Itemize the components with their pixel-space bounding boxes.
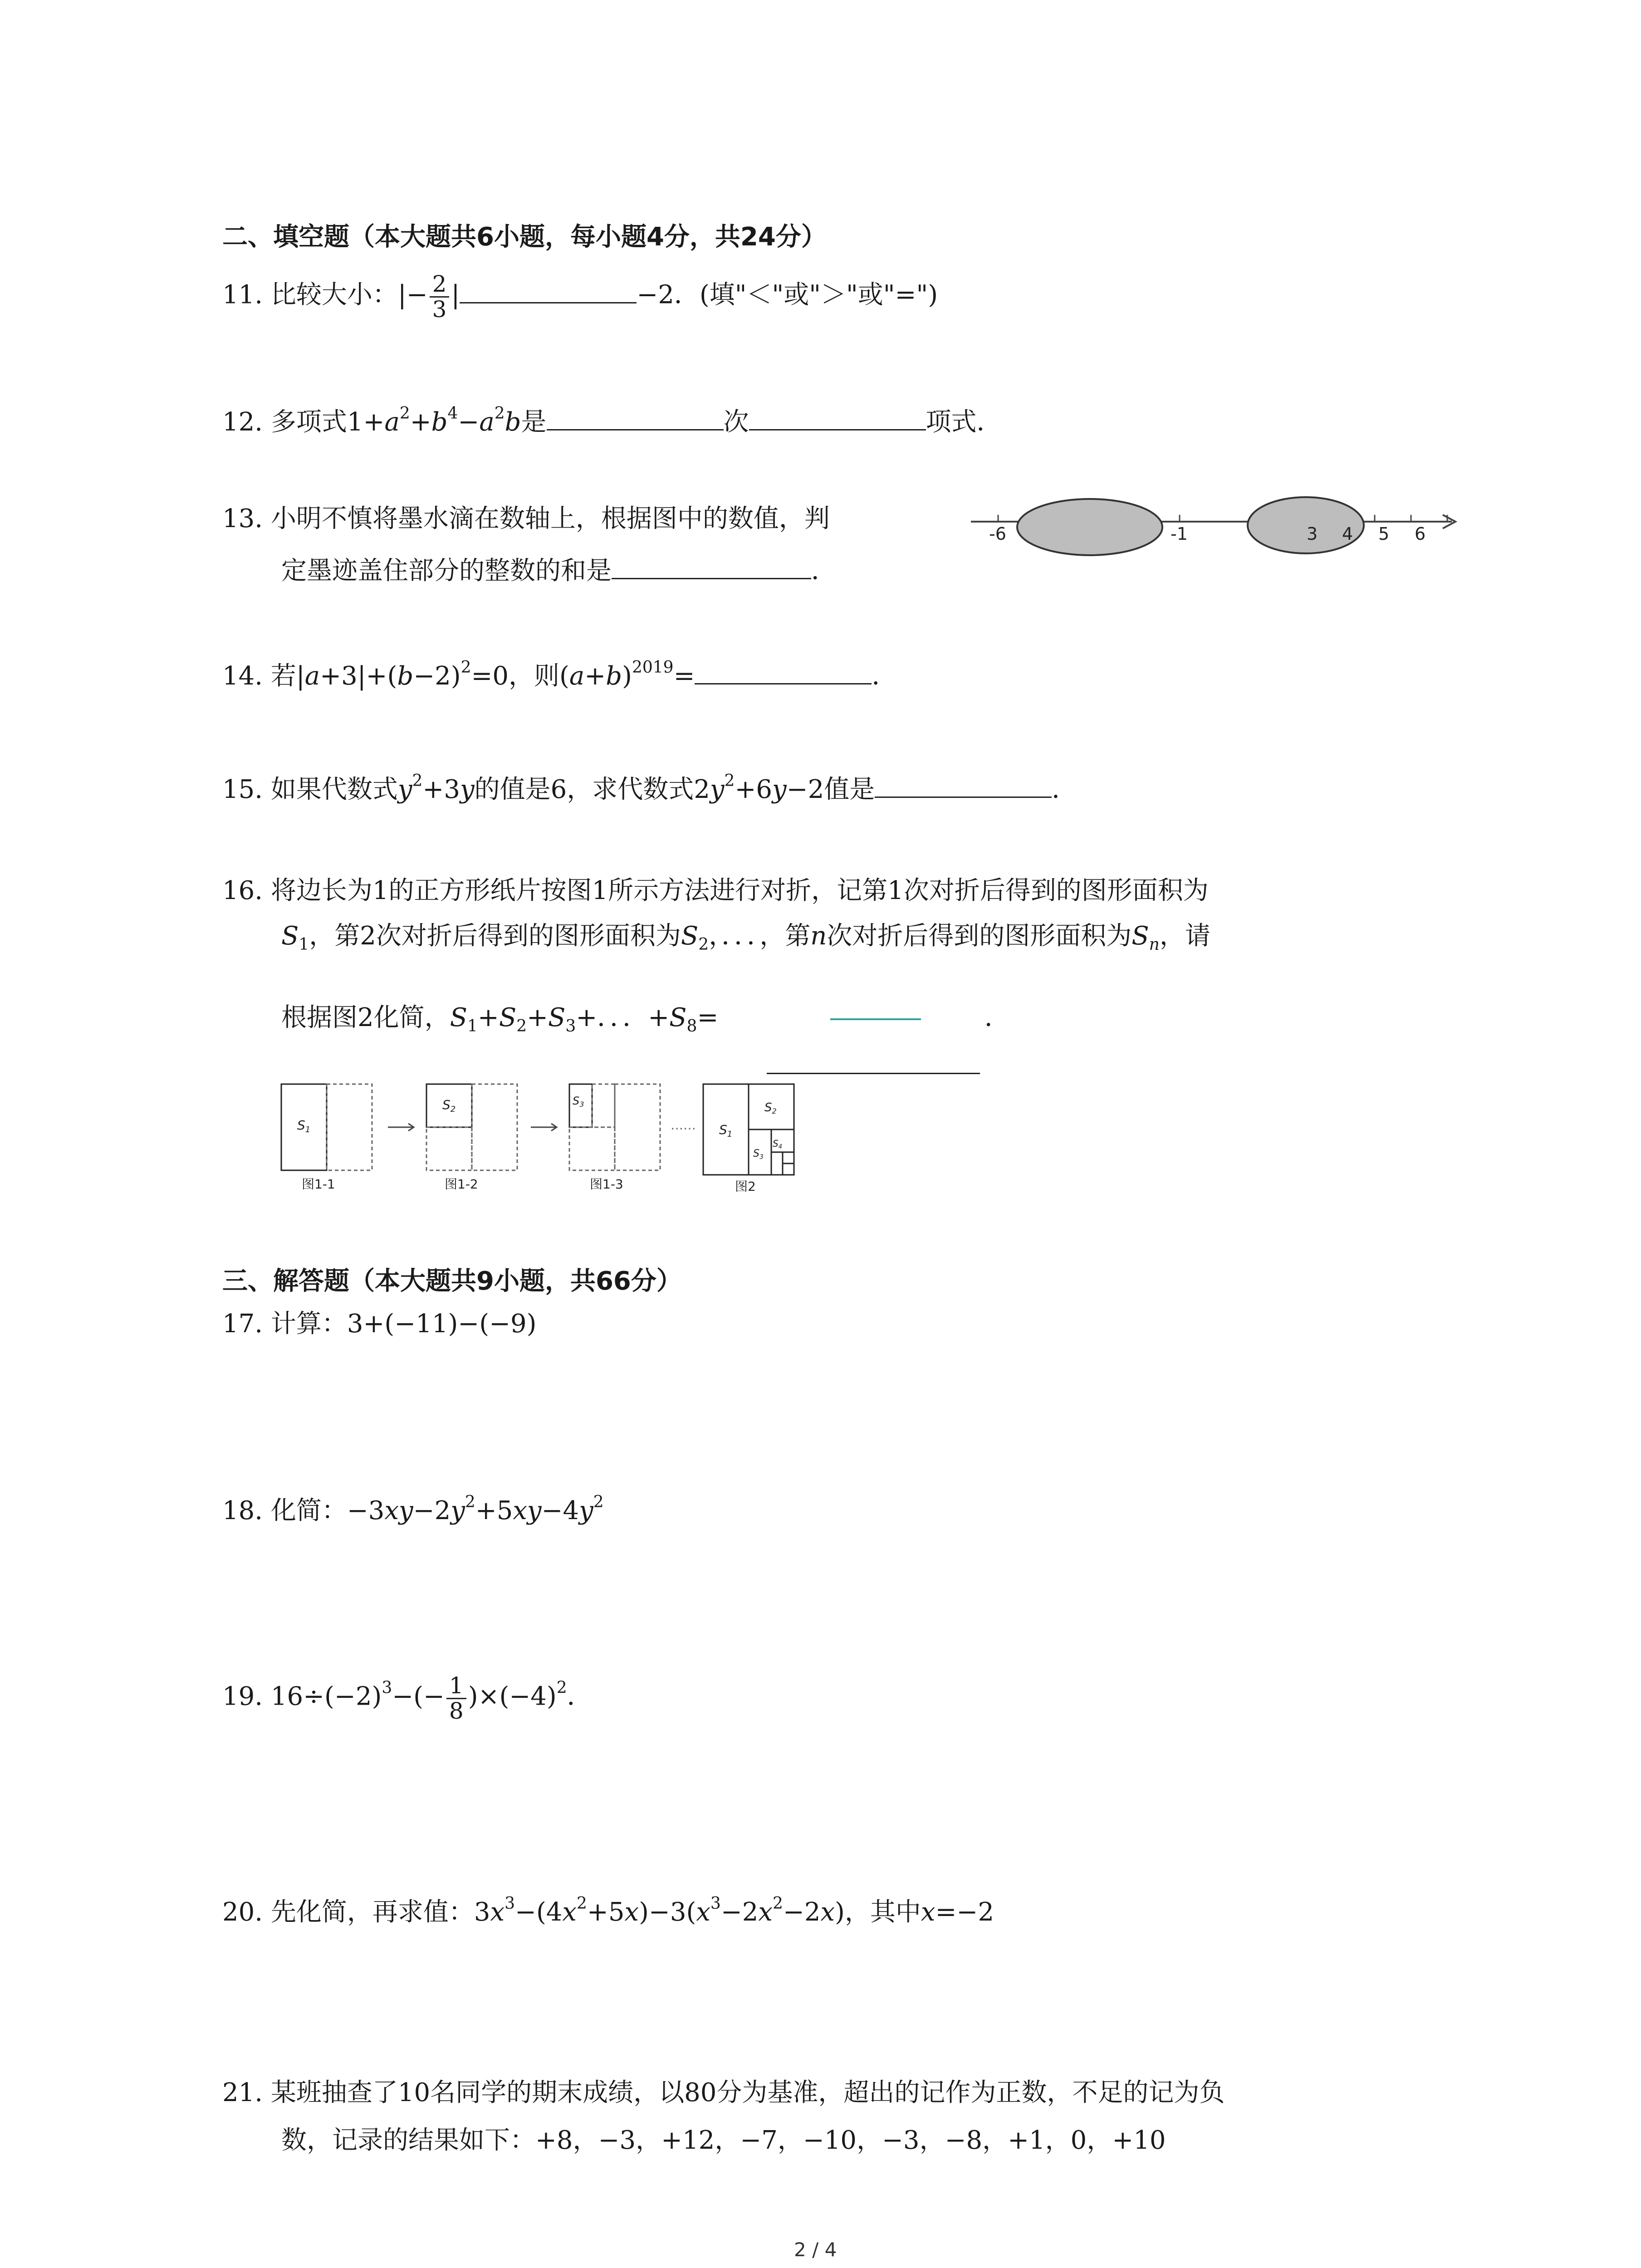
q19-text: 16÷(−2) (270, 1681, 382, 1711)
axis-label: 6 (1415, 524, 1426, 544)
svg-text:S3: $S_3$ (573, 1095, 584, 1109)
fraction (446, 1674, 466, 1723)
teal-line (830, 1018, 921, 1020)
q18-text: −2 (413, 1496, 451, 1525)
svg-text:S1: $S_1$ (719, 1122, 733, 1139)
q19-text: )×(−4) (468, 1681, 557, 1711)
q21-line-2: 数，记录的结果如下：+8，−3，+12，−7，−10，−3，−8，+1，0，+10 (281, 2126, 1166, 2155)
question-16-line-3: 根据图2化简，$S_1+S_2+S_3+$．．．$+S_8=$ (281, 1003, 719, 1036)
q18-text: +5 (475, 1496, 513, 1525)
question-number: 13. (222, 504, 263, 533)
q16-text: ，请 (1159, 921, 1210, 951)
question-number: 17. (222, 1309, 263, 1339)
question-number: 12. (222, 407, 263, 437)
ellipsis: …… (671, 1118, 696, 1133)
question-12: 12. 多项式$1+a^2+b^4-a^2b$是 次 项式． (222, 404, 1002, 437)
q19-text: −(− (392, 1681, 445, 1711)
question-13 (222, 503, 830, 534)
q14-text: = (673, 661, 695, 691)
frac-numerator: 1 (446, 1674, 466, 1699)
q14-text: + (584, 661, 606, 691)
q14-text: ) (622, 661, 632, 691)
page-number: 2 / 4 (794, 2239, 837, 2261)
fig-caption: 图1-1 (302, 1177, 335, 1192)
q12-text-2: 是 (521, 407, 547, 437)
q14-end: ． (872, 661, 897, 691)
q20-text: 先化简，再求值：3 (270, 1897, 490, 1927)
q20-text: −(4 (515, 1897, 563, 1927)
q12-text-4: 项式． (926, 407, 1002, 437)
question-number: 18. (222, 1496, 263, 1525)
section-3-title: 三、解答题（本大题共9小题，共66分） (222, 1266, 682, 1296)
frac-numerator: 2 (430, 272, 450, 298)
question-20: 20. 先化简，再求值：$3x^3-(4x^2+5x)-3(x^3-2x^2-2x)$，其中x=−2 (222, 1894, 994, 1927)
question-number: 15. (222, 775, 263, 804)
q11-suffix: −2．(填"＜"或"＞"或"=") (637, 280, 938, 310)
axis-label: -6 (989, 524, 1006, 544)
question-number: 19. (222, 1681, 263, 1711)
q16-text: 次对折后得到的图形面积为 (827, 921, 1132, 951)
q20-text: )−3( (639, 1897, 696, 1927)
q18-text: −4 (541, 1496, 579, 1525)
fig-caption: 图2 (735, 1179, 756, 1194)
fig-caption: 图1-3 (590, 1177, 623, 1192)
abs-bar: | (451, 280, 460, 310)
svg-text:S2: S2 (764, 1101, 777, 1115)
question-21 (222, 2077, 1225, 2108)
q20-text: −2 (720, 1897, 759, 1927)
q18-text: 化简：−3 (270, 1496, 385, 1525)
q15-text: 的值是6，求代数式2 (474, 775, 710, 804)
q15-text: 如果代数式 (270, 775, 398, 804)
ink-blot-left (1017, 499, 1162, 555)
q20-text: =−2 (935, 1897, 994, 1927)
question-number: 21. (222, 2078, 263, 2107)
question-18: 18. 化简：$-3xy-2y^2+5xy-4y^2$ (222, 1493, 604, 1525)
q14-text: +3|+( (320, 661, 397, 691)
q13-line-1: 小明不慎将墨水滴在数轴上，根据图中的数值，判 (270, 504, 830, 533)
exponent: 2019 (632, 658, 674, 677)
fraction (430, 272, 450, 321)
q12-text: 多项式1+ (270, 407, 385, 437)
q14-text: −2) (413, 661, 461, 691)
fig-caption: 图1-2 (445, 1177, 478, 1192)
svg-text:S3: $S_3$ (753, 1148, 764, 1161)
q16-end: ． (985, 1003, 1010, 1032)
question-19: 19. $16\div(-2)^3-(-$ $\frac{1}{8}$ )$\times(-4)^2$． (222, 1672, 593, 1724)
question-16-line-2: $S_1$，第2次对折后得到的图形面积为$S_2$，．．．，第n次对折后得到的图形面积为$S_n$，请 (281, 921, 1210, 954)
q15-text: −2值是 (786, 775, 875, 804)
q16-text: ，第2次对折后得到的图形面积为 (309, 921, 681, 951)
frac-denominator: 3 (432, 296, 447, 323)
question-15: 15. 如果代数式$y^2+3y$的值是6，求代数式$2y^2+6y-2$值是 ． (222, 772, 1078, 804)
answer-blank (547, 427, 724, 430)
question-17 (222, 1309, 536, 1339)
q19-text: ． (567, 1681, 593, 1711)
q14-text: =0，则( (471, 661, 569, 691)
q16-line-1: 将边长为1的正方形纸片按图1所示方法进行对折，记第1次对折后得到的图形面积为 (270, 876, 1209, 905)
question-number: 11. (222, 280, 263, 310)
axis-label: -1 (1171, 524, 1188, 544)
svg-text:S4: $S_4$ (773, 1138, 782, 1150)
question-14: 14. 若$|a+3|+(b-2)^2=0$，则$(a+b)^{2019}=$ ． (222, 658, 897, 691)
q11-prefix: 比较大小：|− (270, 280, 428, 310)
q20-text: +5 (587, 1897, 625, 1927)
q13-end: ． (811, 556, 837, 586)
answer-blank (460, 300, 637, 303)
question-13-line-2 (281, 556, 837, 586)
frac-denominator: 8 (449, 1697, 464, 1724)
q20-text: −2 (783, 1897, 821, 1927)
q14-text: 若| (270, 661, 305, 691)
svg-text:S1: $S_1$ (297, 1118, 311, 1134)
axis-label: 3 (1307, 524, 1318, 544)
folding-figures (277, 1080, 821, 1204)
number-line-figure (971, 494, 1461, 564)
section-2-title: 二、填空题（本大题共6小题，每小题4分，共24分） (222, 222, 827, 252)
axis-label: 4 (1342, 524, 1353, 544)
q15-end: ． (1052, 775, 1078, 804)
answer-blank (749, 427, 926, 430)
q20-text: )，其中 (835, 1897, 921, 1927)
q17-text: 计算：3+(−11)−(−9) (270, 1309, 537, 1339)
question-21-line-2 (281, 2125, 1166, 2156)
q21-line-1: 某班抽查了10名同学的期末成绩，以80分为基准，超出的记作为正数，不足的记为负 (270, 2078, 1225, 2107)
question-16 (222, 875, 1209, 906)
q16-text: ，．．．，第 (709, 921, 811, 951)
q16-text: 根据图2化简， (281, 1003, 450, 1032)
q12-text-3: 次 (723, 407, 749, 437)
question-number: 14. (222, 661, 263, 691)
answer-blank (767, 1073, 980, 1074)
svg-text:S2: $S_2$ (442, 1097, 456, 1114)
answer-blank (875, 795, 1052, 798)
answer-blank (695, 681, 872, 684)
question-number: 20. (222, 1897, 263, 1927)
question-11 (222, 272, 938, 321)
q13-line-2: 定墨迹盖住部分的整数的和是 (281, 556, 612, 586)
question-number: 16. (222, 876, 263, 905)
answer-blank (612, 576, 811, 579)
axis-label: 5 (1378, 524, 1390, 544)
